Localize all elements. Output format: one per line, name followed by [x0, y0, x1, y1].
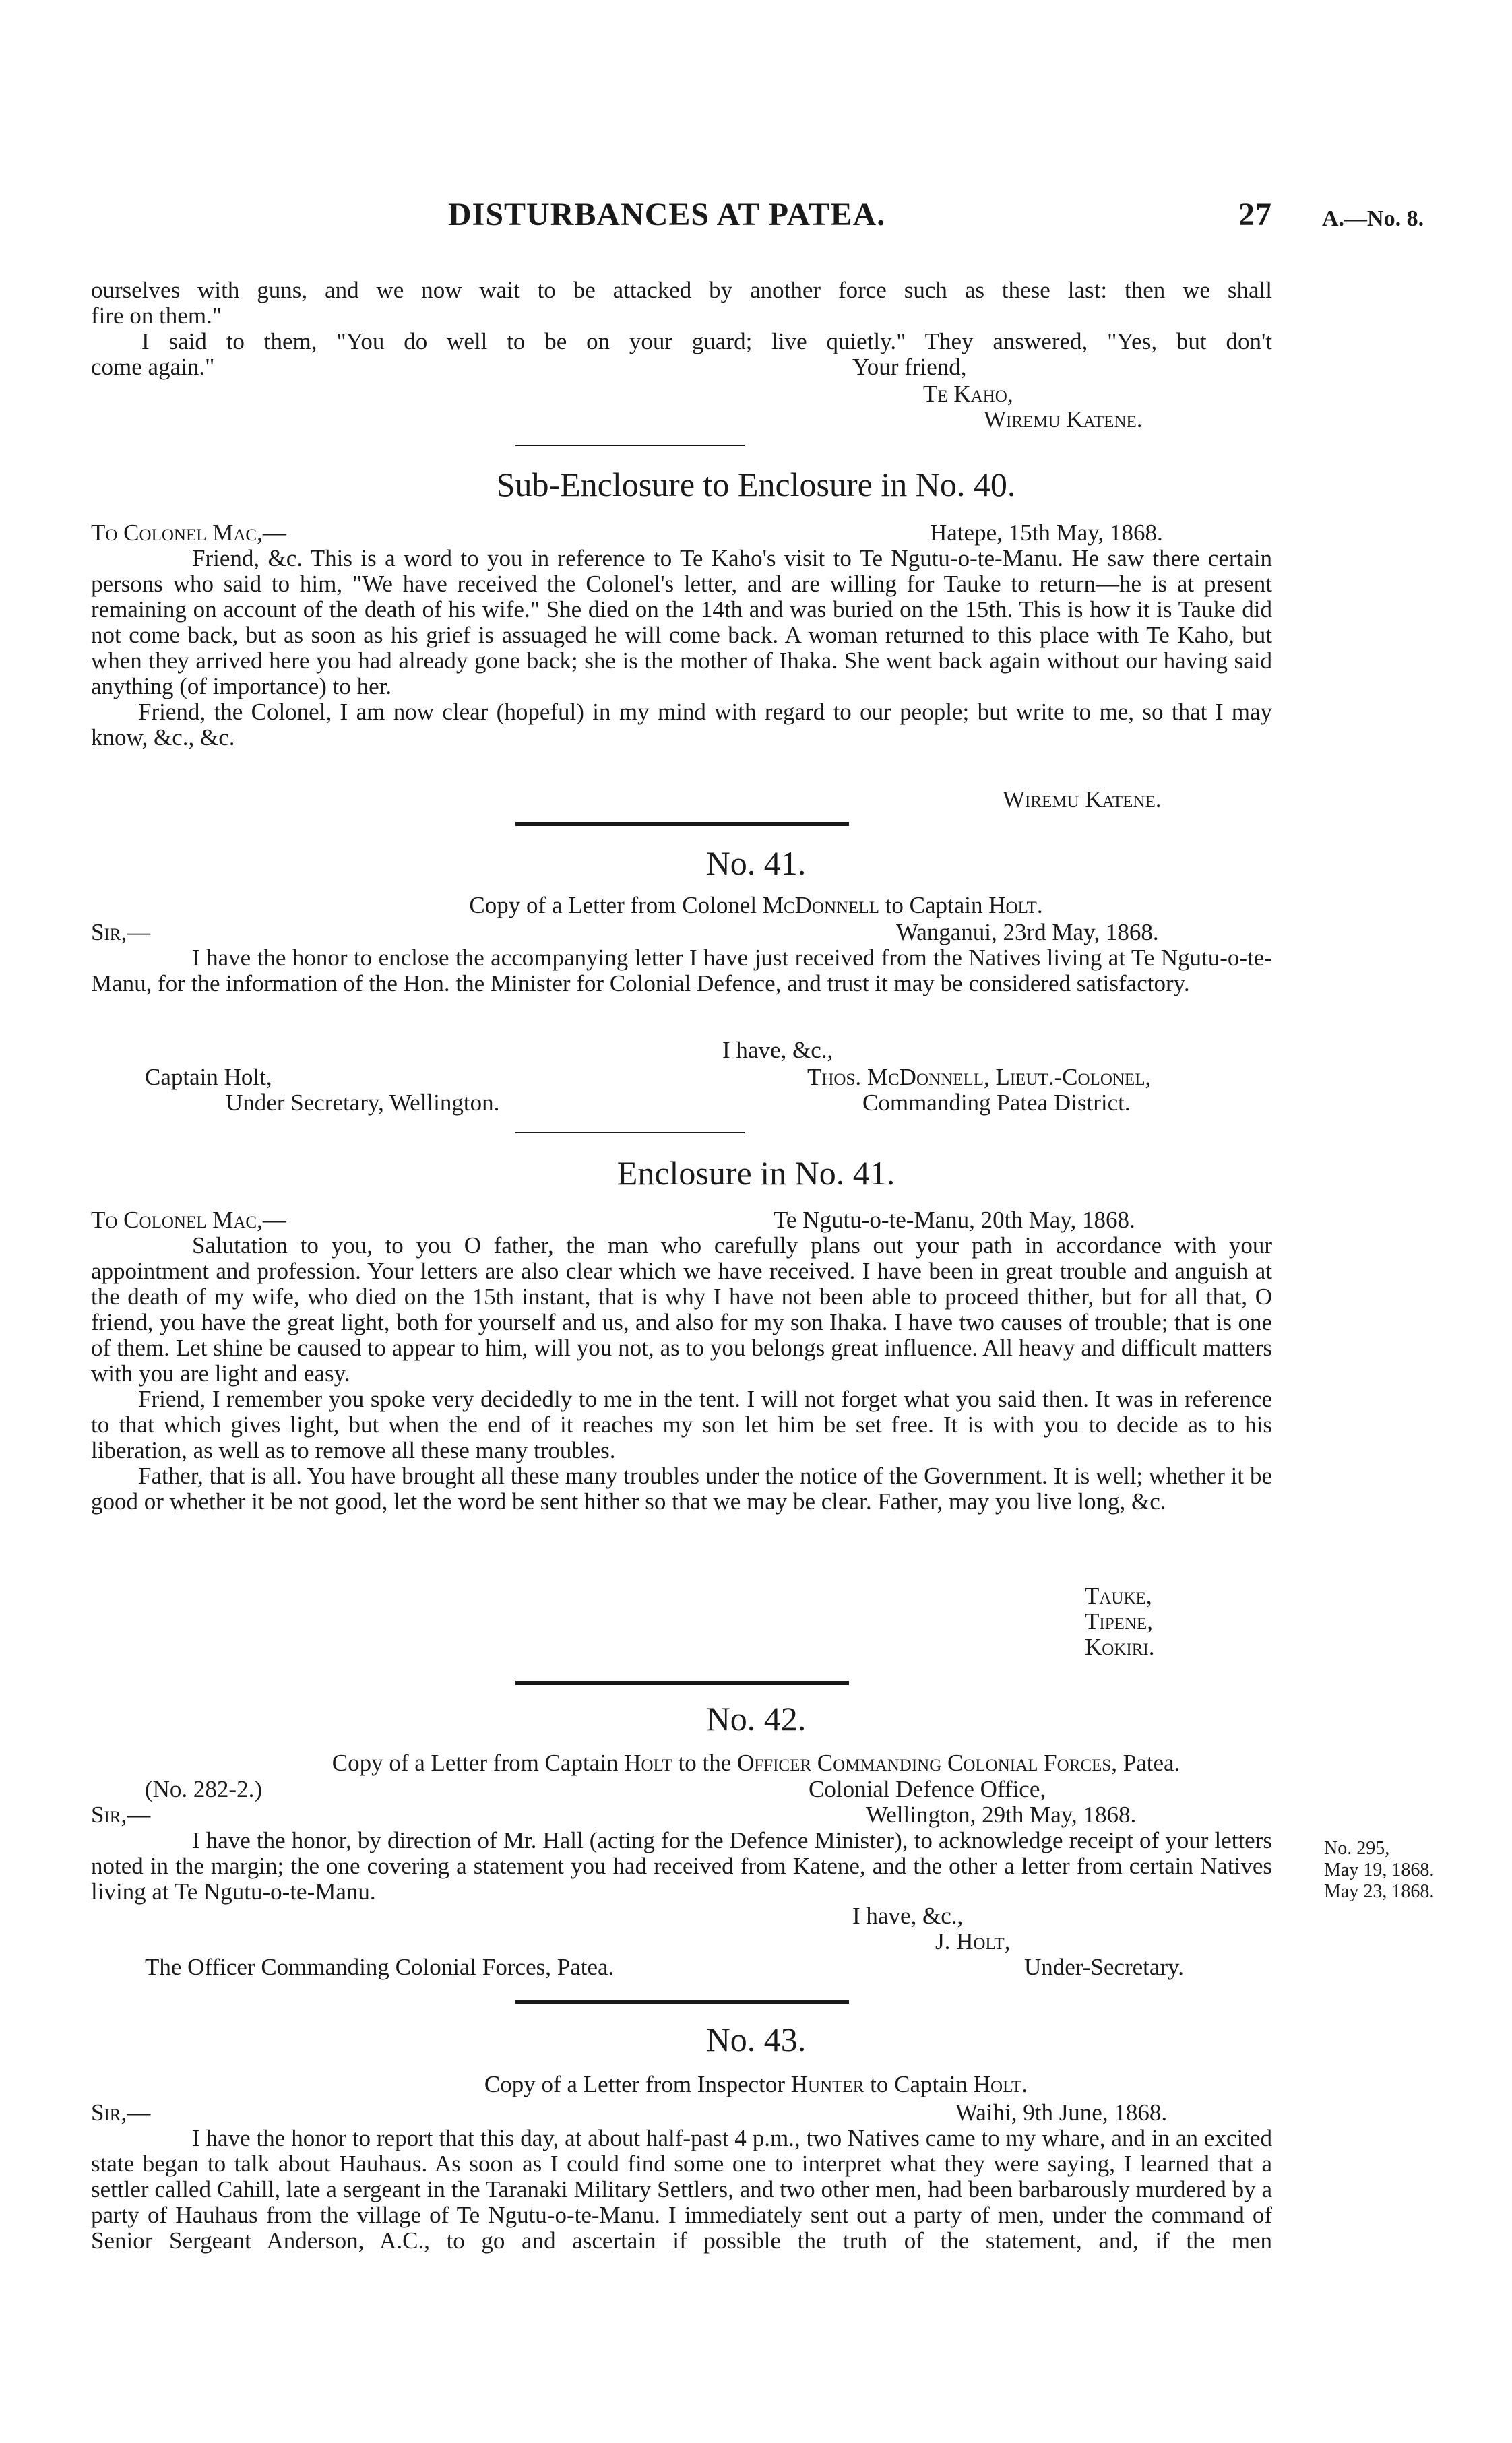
margin-notes: [1324, 1838, 1434, 1903]
no41-subtitle-connector: to Captain: [879, 892, 989, 918]
section-heading-enc41: Enclosure in No. 41.: [617, 1154, 895, 1192]
no41-closing: I have, &c.,: [722, 1037, 833, 1063]
no42-subtitle: [0, 1750, 1512, 1776]
no43-body: [91, 2126, 1272, 2254]
no42-subtitle-recipient: Officer Commanding Colonial Forces: [737, 1750, 1112, 1776]
enc41-paragraph-2: Friend, I remember you spoke very decidedly to me in the tent. I will not forget what you said then. It was in reference to that which gives light, but when the end of it reaches my son let him be set free. It is with you to decide as to his liberation, as well as to remove all these many troubles.: [91, 1386, 1272, 1463]
sub40-paragraph-2: Friend, the Colonel, I am now clear (hopeful) in my mind with regard to our people; but write to me, so that I may know, &c., &c.: [91, 699, 1272, 751]
divider-thin: [515, 445, 745, 446]
no43-subtitle: [0, 2072, 1512, 2097]
no43-place-date: Waihi, 9th June, 1868.: [955, 2099, 1168, 2126]
divider-thick: [515, 2000, 849, 2004]
section-heading-no43: No. 43.: [705, 2021, 807, 2058]
no41-signature-1: Thos. McDonnell, Lieut.-Colonel,: [807, 1064, 1152, 1090]
no41-subtitle-sender: McDonnell: [762, 892, 879, 918]
no43-subtitle-connector: to Captain: [864, 2071, 974, 2097]
enc41-signature-3: Kokiri.: [1085, 1634, 1155, 1660]
enc41-place-date: Te Ngutu-o-te-Manu, 20th May, 1868.: [774, 1207, 1135, 1233]
sub40-body: [91, 546, 1272, 751]
intro-signature-2: Wiremu Katene.: [984, 406, 1143, 433]
sub40-addressee: To Colonel Mac,—: [91, 519, 286, 546]
enc41-paragraph-1: Salutation to you, to you O father, the man who carefully plans out your path in accordance with your appointment and profession. Your letters are also clear which we have received. I have been in great trouble and anguish at the death of my wife, who died on the 15th instant, that is why I have not been able to proceed thither, but for all that, O friend, you have the great light, both for yourself and us, and also for my son Ihaka. I have two causes of trouble; that is one of them. Let shine be caused to appear to him, will you not, as to you belongs great influence. All heavy and difficult matters with you are light and easy.: [91, 1232, 1272, 1387]
no41-place-date: Wanganui, 23rd May, 1868.: [896, 919, 1159, 945]
no41-subtitle-text: Copy of a Letter from Colonel: [469, 892, 763, 918]
no43-subtitle-sender: Hunter: [790, 2071, 864, 2097]
margin-note-1: No. 295,: [1324, 1838, 1390, 1859]
sub40-place-date: Hatepe, 15th May, 1868.: [930, 519, 1163, 546]
intro-closing: Your friend,: [852, 354, 967, 380]
intro-paragraph: [91, 278, 1272, 329]
no41-subtitle-recipient: Holt.: [988, 892, 1043, 918]
intro-line-1: ourselves with guns, and we now wait to be attacked by another force such as these last: then we shall: [91, 277, 1272, 303]
no42-subtitle-connector: to the: [672, 1750, 738, 1776]
no42-signature-title: Under-Secretary.: [1024, 1954, 1185, 1980]
section-heading-no42: No. 42.: [705, 1700, 807, 1738]
no43-subtitle-recipient: Holt.: [973, 2071, 1028, 2097]
intro-para2-line-2: come again.": [91, 354, 215, 380]
no41-subtitle: [0, 893, 1512, 918]
no43-paragraph: I have the honor to report that this day, at about half-past 4 p.m., two Natives came to my whare, and in an excited state began to talk about Hauhaus. As soon as I could find some one to interpret what they were saying, I learned that a settler called Cahill, late a sergeant in the Taranaki Military Settlers, and two other men, had been barbarously murdered by a party of Hauhaus from the village of Te Ngutu-o-te-Manu. I immediately sent out a party of men, under the command of Senior Sergeant Anderson, A.C., to go and ascertain if possible the truth of the statement, and, if the men: [91, 2125, 1272, 2254]
no42-addressee: The Officer Commanding Colonial Forces, Patea.: [145, 1954, 615, 1980]
section-heading-no41: No. 41.: [705, 844, 807, 882]
no41-paragraph: I have the honor to enclose the accompanying letter I have just received from the Natives living at Te Ngutu-o-te-Manu, for the information of the Hon. the Minister for Colonial Defence, and trust it may be considered satisfactory.: [91, 945, 1272, 996]
no42-closing: I have, &c.,: [852, 1903, 964, 1929]
section-heading-sub40: Sub-Enclosure to Enclosure in No. 40.: [496, 466, 1016, 503]
enc41-signature-2: Tipene,: [1085, 1608, 1153, 1635]
no41-addressee-2: Under Secretary, Wellington.: [226, 1089, 500, 1116]
no42-subtitle-text: Copy of a Letter from Captain: [332, 1750, 625, 1776]
page-title: DISTURBANCES AT PATEA.: [448, 197, 886, 232]
no42-subtitle-sender: Holt: [624, 1750, 672, 1776]
enc41-signature-1: Tauke,: [1085, 1583, 1152, 1609]
sub40-signature: Wiremu Katene.: [1003, 786, 1162, 813]
no42-office: Colonial Defence Office,: [809, 1776, 1046, 1802]
divider-thin: [515, 1132, 745, 1133]
divider-thick: [515, 1681, 849, 1685]
enc41-addressee: To Colonel Mac,—: [91, 1207, 286, 1233]
no41-body: [91, 945, 1272, 996]
page-number: 27: [1238, 197, 1272, 232]
no41-salutation: Sir,—: [91, 919, 151, 945]
enc41-paragraph-3: Father, that is all. You have brought all these many troubles under the notice of the Government. It is well; whether it be good or whether it be not good, let the word be sent hither so that we may be clear. Father, may you live long, &c.: [91, 1463, 1272, 1515]
intro-paragraph-2: [91, 329, 1272, 354]
no42-paragraph: I have the honor, by direction of Mr. Hall (acting for the Defence Minister), to acknowledge receipt of your letters noted in the margin; the one covering a statement you had received from Katene, and the other a letter from certain Natives living at Te Ngutu-o-te-Manu.: [91, 1827, 1272, 1905]
no42-salutation: Sir,—: [91, 1802, 151, 1828]
sub40-paragraph-1: Friend, &c. This is a word to you in reference to Te Kaho's visit to Te Ngutu-o-te-Manu. He saw there certain persons who said to him, "We have received the Colonel's letter, and are willing for Tauke to return—he is at present remaining on account of the death of his wife." She died on the 14th and was buried on the 15th. This is how it is Tauke did not come back, but as soon as his grief is assuaged he will come back. A woman returned to this place with Te Kaho, but when they arrived here you had already gone back; she is the mother of Ihaka. She went back again without our having said anything (of importance) to her.: [91, 545, 1272, 699]
no41-addressee-1: Captain Holt,: [145, 1064, 272, 1090]
margin-note-3: May 23, 1868.: [1324, 1881, 1435, 1902]
divider-thick: [515, 822, 849, 826]
no42-place-date: Wellington, 29th May, 1868.: [866, 1802, 1137, 1828]
no42-reference: (No. 282-2.): [145, 1776, 262, 1802]
no42-signature: J. Holt,: [935, 1928, 1011, 1955]
no42-body: [91, 1828, 1272, 1905]
no41-signature-2: Commanding Patea District.: [862, 1089, 1131, 1116]
document-reference: A.—No. 8.: [1322, 206, 1424, 231]
intro-para2-line-1: I said to them, "You do well to be on your guard; live quietly." They answered, "Yes, but don't: [141, 328, 1272, 354]
enc41-body: [91, 1233, 1272, 1515]
margin-note-2: May 19, 1868.: [1324, 1860, 1435, 1880]
no43-subtitle-text: Copy of a Letter from Inspector: [484, 2071, 791, 2097]
intro-signature-1: Te Kaho,: [923, 381, 1013, 407]
no43-salutation: Sir,—: [91, 2099, 151, 2126]
intro-line-2: fire on them.": [91, 303, 222, 329]
no42-subtitle-place: , Patea.: [1111, 1750, 1180, 1776]
